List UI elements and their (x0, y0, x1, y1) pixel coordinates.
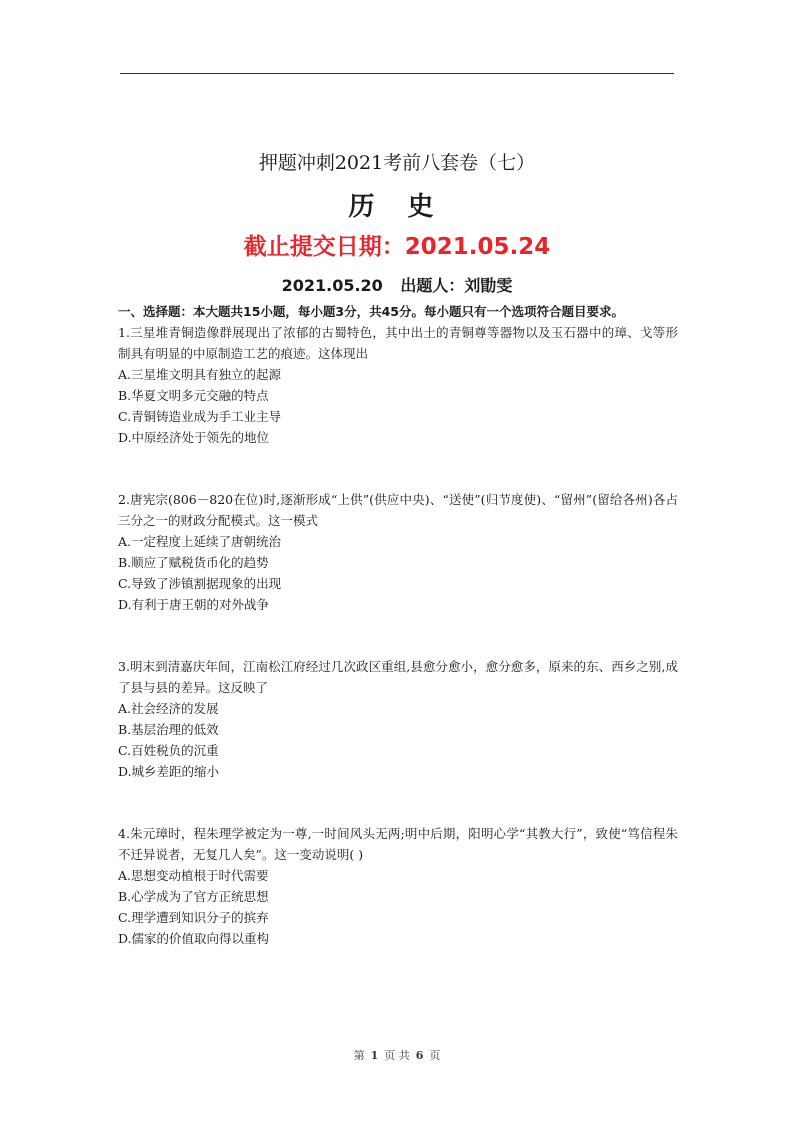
option-b: B.基层治理的低效 (118, 722, 219, 737)
page-mid: 页 共 (384, 1049, 410, 1062)
option-a: A.三星堆文明具有独立的起源 (118, 367, 282, 382)
option-d: D.城乡差距的缩小 (118, 764, 220, 779)
question-4 (118, 823, 678, 949)
question-stem: 2.唐宪宗(806－820在位)时,逐渐形成“上供”(供应中央)、“送使”(归节度使)、“留州”(留给各州)各占三分之一的财政分配模式。这一模式 (118, 492, 678, 528)
option-d: D.中原经济处于领先的地位 (118, 430, 270, 445)
question-2 (118, 489, 678, 615)
option-d: D.有利于唐王朝的对外战争 (118, 597, 270, 612)
option-b: B.华夏文明多元交融的特点 (118, 388, 269, 403)
header-rule (120, 73, 674, 74)
date-author-line (0, 273, 794, 296)
option-c: C.导致了涉镇割据现象的出现 (118, 576, 282, 591)
page-total: 6 (415, 1049, 424, 1062)
question-section (118, 302, 678, 949)
section-heading: 一、选择题：本大题共15小题，每小题3分，共45分。每小题只有一个选项符合题目要求。 (118, 304, 624, 319)
option-c: C.青铜铸造业成为手工业主导 (118, 409, 282, 424)
option-list (118, 865, 678, 949)
question-1 (118, 322, 678, 448)
option-a: A.社会经济的发展 (118, 701, 219, 716)
exam-author: 出题人：刘勖雯 (400, 276, 513, 295)
deadline-banner: 截止提交日期：2021.05.24 (243, 234, 551, 260)
exam-date: 2021.05.20 (281, 276, 383, 295)
page-number: 1 (370, 1049, 379, 1062)
option-b: B.顺应了赋税货币化的趋势 (118, 555, 269, 570)
question-stem: 1.三星堆青铜造像群展现出了浓郁的古蜀特色，其中出土的青铜尊等器物以及玉石器中的璋、戈等形制具有明显的中原制造工艺的痕迹。这体现出 (118, 325, 678, 361)
page-suffix: 页 (429, 1049, 441, 1062)
option-list (118, 698, 678, 782)
question-3 (118, 656, 678, 782)
option-a: A.思想变动植根于时代需要 (118, 868, 269, 883)
option-list (118, 364, 678, 448)
option-list (118, 531, 678, 615)
option-c: C.理学遭到知识分子的摈弃 (118, 910, 269, 925)
option-c: C.百姓税负的沉重 (118, 743, 219, 758)
page-prefix: 第 (353, 1049, 365, 1062)
question-stem: 3.明末到清嘉庆年间，江南松江府经过几次政区重组,县愈分愈小，愈分愈多，原来的东、西乡之别,成了县与县的差异。这反映了 (118, 659, 678, 695)
exam-title: 押题冲刺2021考前八套卷（七） (258, 152, 536, 174)
question-stem: 4.朱元璋时，程朱理学被定为一尊,一时间风头无两;明中后期，阳明心学“其教大行”，致使“笃信程朱不迁异说者，无复几人矣”。这一变动说明( ) (118, 826, 678, 862)
page-footer (0, 1047, 794, 1063)
option-b: B.心学成为了官方正统思想 (118, 889, 269, 904)
subject-title: 历 史 (348, 192, 446, 222)
option-d: D.儒家的价值取向得以重构 (118, 931, 270, 946)
option-a: A.一定程度上延续了唐朝统治 (118, 534, 282, 549)
